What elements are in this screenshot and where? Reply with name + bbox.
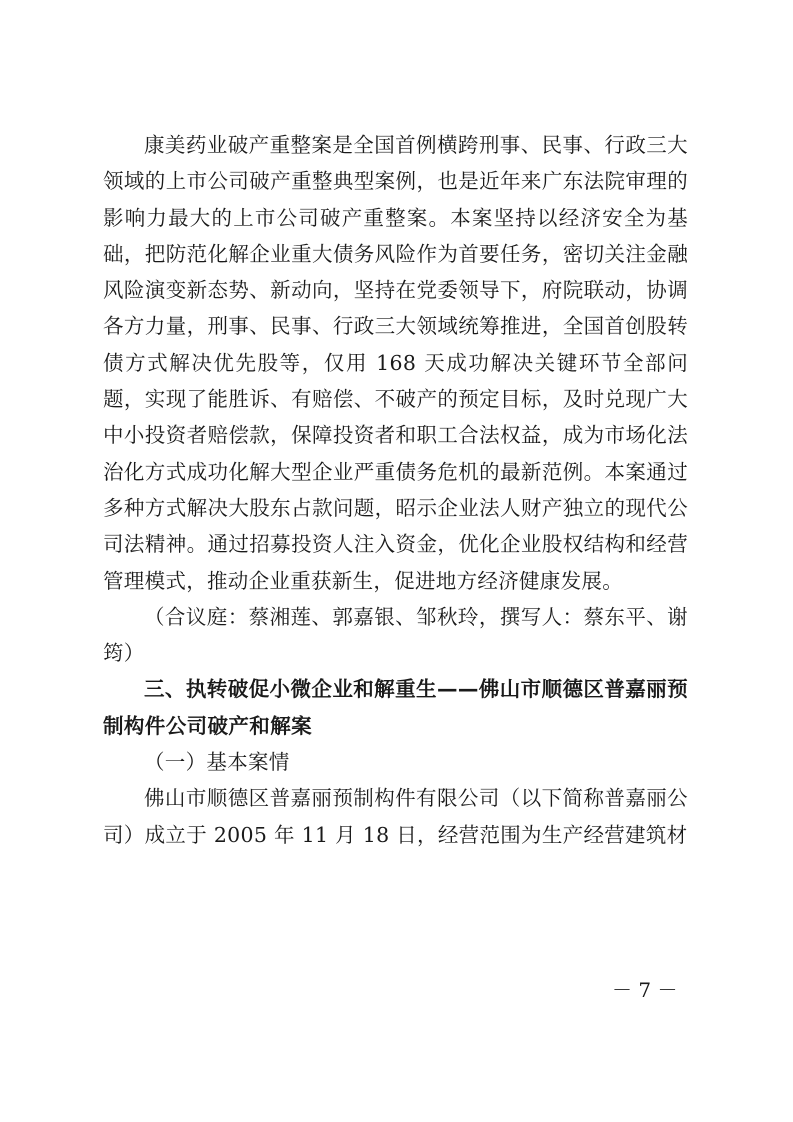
panel-credits-paragraph: （合议庭：蔡湘莲、郭嘉银、邹秋玲，撰写人：蔡东平、谢筠）: [103, 604, 688, 666]
page-number: － 7 －: [612, 978, 678, 1002]
subsection-heading: （一）基本案情: [144, 750, 290, 775]
page-body: [103, 127, 688, 853]
case-commentary-paragraph: 康美药业破产重整案是全国首例横跨刑事、民事、行政三大领域的上市公司破产重整典型案例，也是近年来广东法院审理的影响力最大的上市公司破产重整案。本案坚持以经济安全为基础，把防范化解企业重大债务风险作为首要任务，密切关注金融风险演变新态势、新动向，坚持在党委领导下，府院联动，协调各方力量，刑事、民事、行政三大领域统筹推进，全国首创股转债方式解决优先股等，仅用 168 天成功解决关键环节全部问题，实现了能胜诉、有赔偿、不破产的预定目标，及时兑现广大中小投资者赔偿款，保障投资者和职工合法权益，成为市场化法治化方式成功化解大型企业严重债务危机的最新范例。本案通过多种方式解决大股东占款问题，昭示企业法人财产独立的现代公司法精神。通过招募投资人注入资金，优化企业股权结构和经营管理模式，推动企业重获新生，促进地方经济健康发展。: [103, 133, 688, 593]
case-facts-paragraph: 佛山市顺德区普嘉丽预制构件有限公司（以下简称普嘉丽公司）成立于 2005 年 11 月 18 日，经营范围为生产经营建筑材: [103, 786, 688, 847]
section-heading: 三、执转破促小微企业和解重生——佛山市顺德区普嘉丽预制构件公司破产和解案: [103, 677, 688, 738]
